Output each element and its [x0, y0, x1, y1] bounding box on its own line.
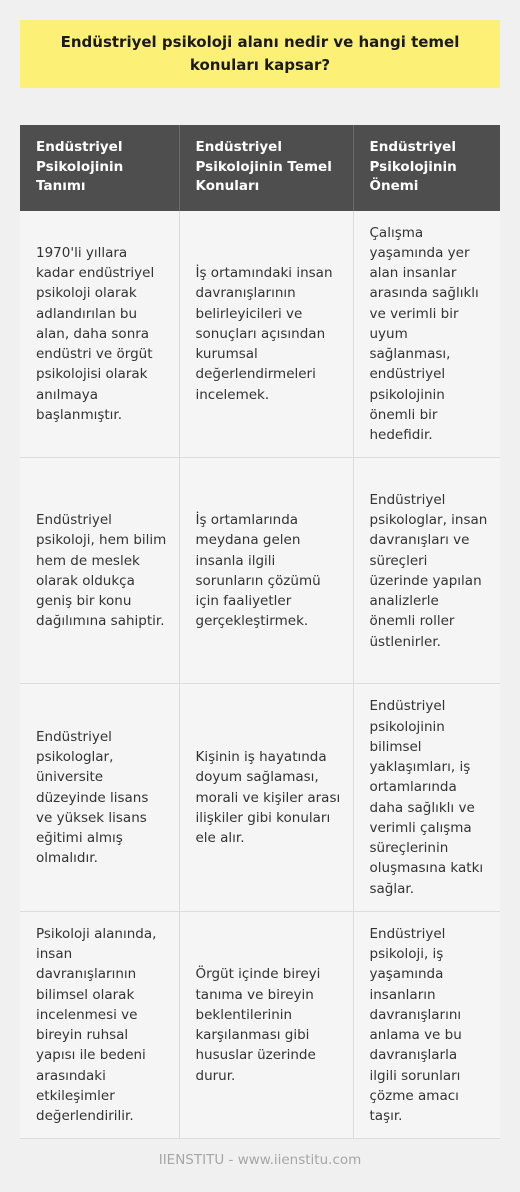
- table-cell: İş ortamlarında meydana gelen insanla ilgili sorunların çözümü için faaliyetler gerçekleştirmek.: [179, 458, 353, 684]
- table-cell: Kişinin iş hayatında doyum sağlaması, morali ve kişiler arası ilişkiler gibi konuları ele alır.: [179, 684, 353, 912]
- table-cell: Endüstriyel psikologlar, üniversite düzeyinde lisans ve yüksek lisans eğitimi almış olmalıdır.: [20, 684, 179, 912]
- table-header-row: [20, 125, 500, 211]
- title-banner: [20, 20, 500, 88]
- info-table: [20, 125, 500, 1139]
- column-header-definition: Endüstriyel Psikolojinin Tanımı: [20, 125, 179, 211]
- table-cell: Örgüt içinde bireyi tanıma ve bireyin beklentilerinin karşılanması gibi hususlar üzerinde durur.: [179, 911, 353, 1139]
- table-cell: Çalışma yaşamında yer alan insanlar arasında sağlıklı ve verimli bir uyum sağlanması, endüstriyel psikolojinin önemli bir hedefidir.: [353, 211, 500, 458]
- table-row: [20, 911, 500, 1139]
- table-cell: Endüstriyel psikolojinin bilimsel yaklaşımları, iş ortamlarında daha sağlıklı ve verimli çalışma süreçlerinin oluşmasına katkı sağlar.: [353, 684, 500, 912]
- table-cell: Endüstriyel psikologlar, insan davranışları ve süreçleri üzerinde yapılan analizlerle önemli roller üstlenirler.: [353, 458, 500, 684]
- table-row: [20, 458, 500, 684]
- table-row: [20, 211, 500, 458]
- column-header-topics: Endüstriyel Psikolojinin Temel Konuları: [179, 125, 353, 211]
- column-header-importance: Endüstriyel Psikolojinin Önemi: [353, 125, 500, 211]
- table-cell: İş ortamındaki insan davranışlarının belirleyicileri ve sonuçları açısından kurumsal değerlendirmeleri incelemek.: [179, 211, 353, 458]
- table-cell: Endüstriyel psikoloji, iş yaşamında insanların davranışlarını anlama ve bu davranışlarla ilgili sorunları çözme amacı taşır.: [353, 911, 500, 1139]
- table-cell: Endüstriyel psikoloji, hem bilim hem de meslek olarak oldukça geniş bir konu dağılımına sahiptir.: [20, 458, 179, 684]
- footer-credit: IIENSTITU - www.iienstitu.com: [158, 1152, 362, 1168]
- table-cell: 1970'li yıllara kadar endüstriyel psikoloji olarak adlandırılan bu alan, daha sonra endüstri ve örgüt psikolojisi olarak anılmaya başlanmıştır.: [20, 211, 179, 458]
- table-cell: Psikoloji alanında, insan davranışlarının bilimsel olarak incelenmesi ve bireyin ruhsal yapısı ile bedeni arasındaki etkileşimler değerlendirilir.: [20, 911, 179, 1139]
- table-row: [20, 684, 500, 912]
- page-title: Endüstriyel psikoloji alanı nedir ve hangi temel konuları kapsar?: [60, 32, 460, 74]
